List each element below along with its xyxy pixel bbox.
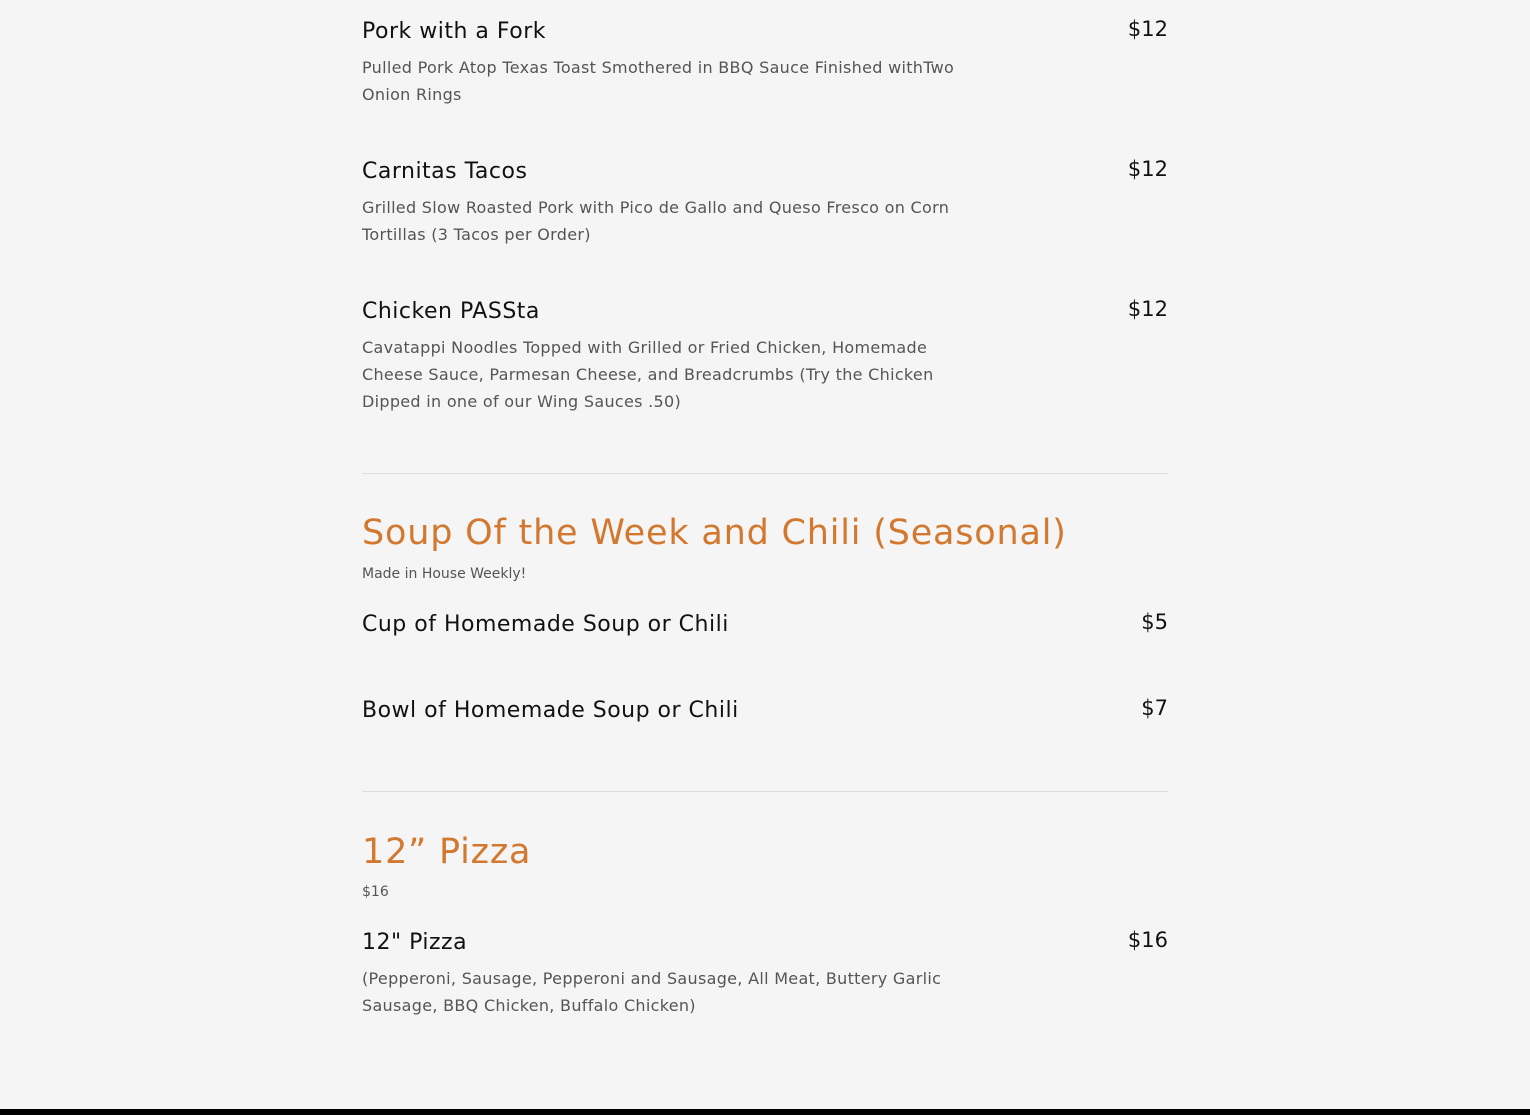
item-name: Carnitas Tacos (362, 159, 528, 184)
menu-item-pork-with-a-fork (362, 18, 1168, 108)
menu-item-cup-soup (362, 611, 1168, 639)
section-subtitle-pizza: $16 (362, 884, 389, 900)
menu-item-12-pizza (362, 929, 1168, 1019)
footer-bar (0, 1109, 1530, 1115)
section-subtitle-soup: Made in House Weekly! (362, 566, 527, 582)
item-description: Cavatappi Noodles Topped with Grilled or Fried Chicken, Homemade Cheese Sauce, Parmesan Cheese, and Breadcrumbs (Try the Chicken Dipped in one of our Wing Sauces .50) (362, 338, 934, 411)
menu-item-carnitas-tacos (362, 158, 1168, 248)
item-price: $12 (1127, 157, 1168, 181)
item-price: $12 (1127, 297, 1168, 321)
section-divider (362, 473, 1168, 474)
item-name: Pork with a Fork (362, 19, 546, 44)
item-price: $12 (1127, 17, 1168, 41)
item-name: 12" Pizza (362, 930, 468, 955)
item-name: Cup of Homemade Soup or Chili (362, 612, 729, 637)
section-title-pizza: 12” Pizza (362, 832, 532, 872)
item-description: Pulled Pork Atop Texas Toast Smothered in BBQ Sauce Finished withTwo Onion Rings (362, 58, 955, 104)
menu-item-bowl-soup (362, 697, 1168, 725)
item-price: $5 (1141, 610, 1168, 634)
item-description: Grilled Slow Roasted Pork with Pico de Gallo and Queso Fresco on Corn Tortillas (3 Tacos per Order) (362, 198, 950, 244)
section-divider (362, 791, 1168, 792)
item-price: $16 (1127, 928, 1168, 952)
item-name: Chicken PASSta (362, 299, 540, 324)
item-price: $7 (1141, 696, 1168, 720)
item-name: Bowl of Homemade Soup or Chili (362, 698, 739, 723)
item-description: (Pepperoni, Sausage, Pepperoni and Sausage, All Meat, Buttery Garlic Sausage, BBQ Chicken, Buffalo Chicken) (362, 969, 942, 1015)
menu-item-chicken-passta (362, 298, 1168, 415)
section-title-soup: Soup Of the Week and Chili (Seasonal) (362, 513, 1067, 553)
